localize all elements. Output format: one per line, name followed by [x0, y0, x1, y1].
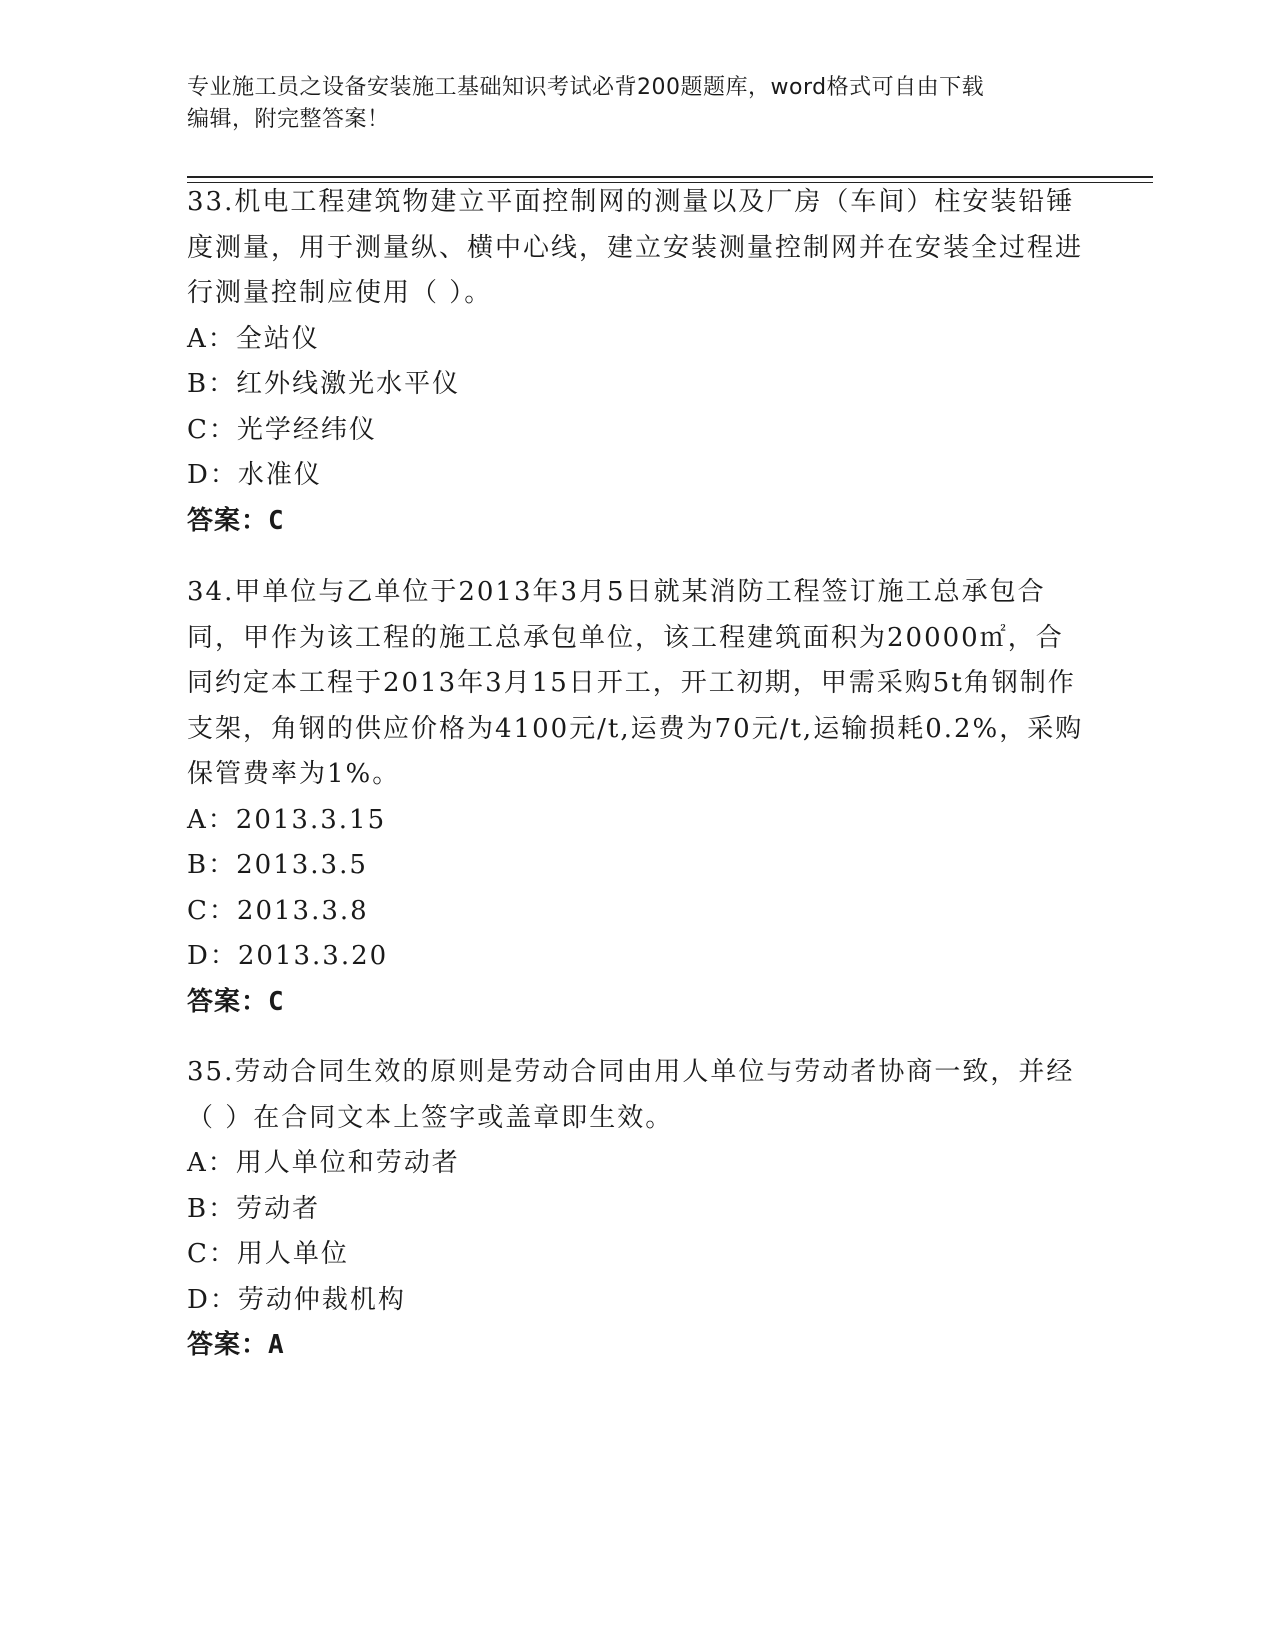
- answer-label: 答案：: [187, 505, 269, 536]
- answer-line: [187, 980, 1087, 1026]
- option-key: B：: [187, 850, 237, 880]
- question-text: 33.机电工程建筑物建立平面控制网的测量以及厂房（车间）柱安装铅锤度测量，用于测量纵、横中心线，建立安装测量控制网并在安装全过程进行测量控制应使用（ ）。: [187, 187, 1084, 308]
- document-header: [187, 72, 1067, 136]
- question-text: 34.甲单位与乙单位于2013年3月5日就某消防工程签订施工总承包合同，甲作为该工程的施工总承包单位，该工程建筑面积为20000㎡，合同约定本工程于2013年3月15日开工，开工初期，甲需采购5t角钢制作支架，角钢的供应价格为4100元/t,运费为70元/t,运输损耗0.2%，采购保管费率为1%。: [187, 577, 1084, 789]
- option-key: A：: [187, 323, 236, 354]
- question-33: [187, 180, 1087, 544]
- option-text: 劳动者: [236, 1193, 321, 1224]
- option-d: [187, 453, 1087, 499]
- option-text: 光学经纬仪: [236, 414, 377, 445]
- answer-label: 答案：: [187, 1330, 269, 1360]
- question-text: 35.劳动合同生效的原则是劳动合同由用人单位与劳动者协商一致，并经（ ）在合同文本上签字或盖章即生效。: [187, 1057, 1075, 1133]
- option-text: 红外线激光水平仪: [236, 369, 461, 399]
- option-text: 2013.3.5: [236, 850, 368, 880]
- option-a: [187, 798, 1087, 844]
- option-c: [187, 889, 1087, 935]
- option-b: [187, 362, 1087, 408]
- option-text: 2013.3.15: [235, 804, 387, 835]
- option-key: C：: [187, 895, 237, 926]
- option-key: D：: [187, 460, 238, 490]
- question-35: [187, 1050, 1087, 1369]
- option-c: [187, 1232, 1087, 1278]
- option-key: D：: [187, 941, 238, 971]
- option-a: [187, 317, 1087, 363]
- answer-line: [187, 1323, 1087, 1369]
- header-line-1: 专业施工员之设备安装施工基础知识考试必背200题题库，word格式可自由下载: [187, 75, 985, 100]
- option-text: 用人单位: [236, 1239, 349, 1269]
- option-key: C：: [187, 414, 237, 445]
- option-c: [187, 408, 1087, 454]
- option-key: B：: [187, 1193, 237, 1224]
- option-text: 2013.3.20: [237, 941, 389, 971]
- option-key: C：: [187, 1239, 237, 1269]
- option-text: 2013.3.8: [236, 895, 369, 926]
- option-key: A：: [187, 804, 236, 835]
- question-34: [187, 570, 1087, 1025]
- header-divider-thick: [187, 176, 1153, 178]
- option-b: [187, 843, 1087, 889]
- option-text: 水准仪: [237, 460, 322, 490]
- option-text: 用人单位和劳动者: [235, 1148, 460, 1178]
- option-text: 全站仪: [235, 323, 320, 354]
- header-line-2: 编辑，附完整答案！: [187, 107, 390, 132]
- answer-value: C: [268, 505, 285, 536]
- answer-value: A: [268, 1330, 285, 1360]
- option-key: D：: [187, 1284, 238, 1315]
- option-key: B：: [187, 369, 237, 399]
- answer-label: 答案：: [187, 986, 269, 1017]
- answer-line: [187, 499, 1087, 545]
- option-a: [187, 1141, 1087, 1187]
- option-d: [187, 934, 1087, 980]
- option-d: [187, 1278, 1087, 1324]
- option-key: A：: [187, 1148, 236, 1178]
- option-text: 劳动仲裁机构: [237, 1284, 406, 1315]
- option-b: [187, 1187, 1087, 1233]
- answer-value: C: [268, 986, 285, 1017]
